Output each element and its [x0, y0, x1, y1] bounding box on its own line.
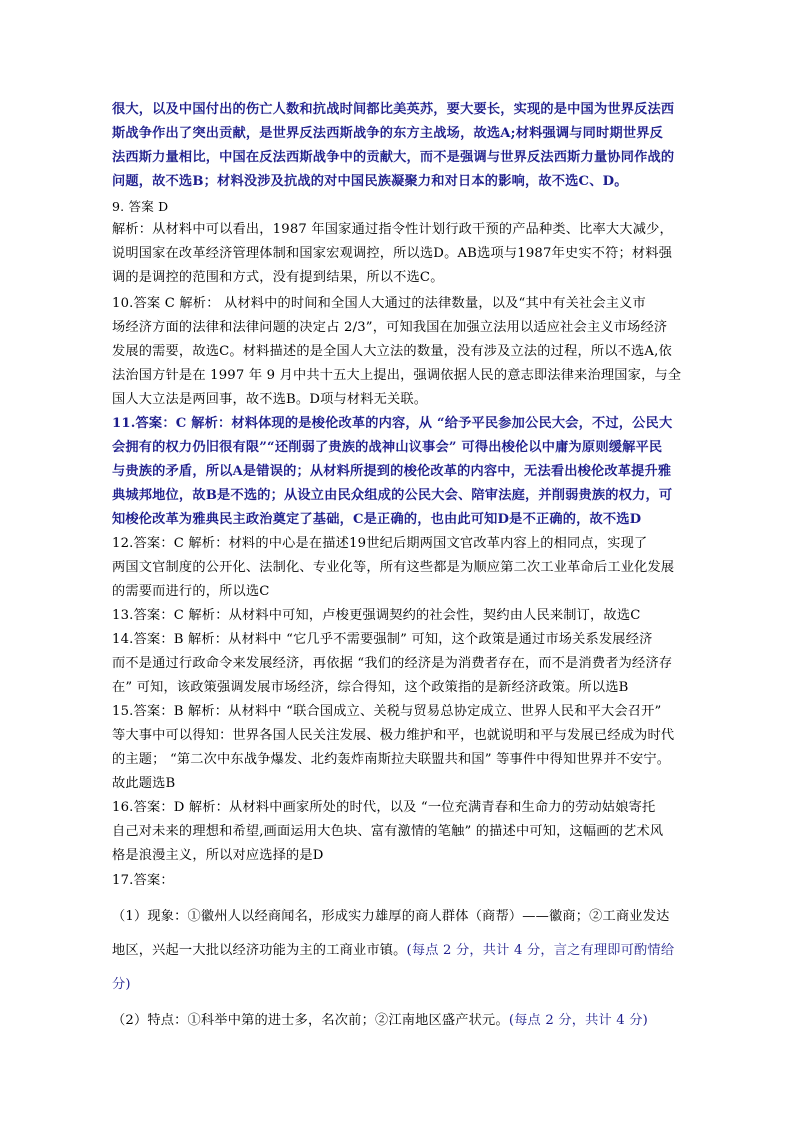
text-line: 解析：从材料中可以看出，1987 年国家通过指令性计划行政干预的产品种类、比率大大减少，: [112, 222, 673, 237]
text-line: 斯战争作出了突出贡献，是世界反法西斯战争的东方主战场，故选A;材料强调与同时期世界反: [112, 126, 663, 141]
text-line: （1）现象：①徽州人以经商闻名，形成实力雄厚的商人群体（商帮）——徽商；②工商业发达: [112, 909, 670, 924]
text-line: 与贵族的矛盾，所以A是错误的；从材料所提到的梭伦改革的内容中，无法看出梭伦改革提升雅: [112, 464, 672, 479]
text-line: 12.答案：C 解析：材料的中心是在描述19世纪后期两国文官改革内容上的相同点，实现了: [112, 536, 648, 551]
text-line: 格是浪漫主义，所以对应选择的是D: [112, 848, 324, 863]
text-line: [112, 1004, 702, 1038]
q13-section: [112, 604, 702, 628]
text-line: 的主题； “第二次中东战争爆发、北约轰炸南斯拉夫联盟共和国” 等事件中得知世界并不安宁。: [112, 752, 671, 767]
text-line: [112, 934, 702, 968]
q17-part1: [112, 900, 702, 1002]
q8-explanation-continued: [112, 98, 702, 194]
text-line: 而不是通过行政命令来发展经济，再依据 “我们的经济是为消费者存在，而不是消费者为经济存: [112, 656, 673, 671]
text-line: 等大事中可以得知：世界各国人民关注发展、极力维护和平，也就说明和平与发展已经成为时代: [112, 728, 675, 743]
text-line: 14.答案：B 解析：从材料中 “它几乎不需要强制” 可知，这个政策是通过市场关系发展经济: [112, 632, 653, 647]
text-span: 地区，兴起一大批以经济功能为主的工商业市镇。: [112, 943, 407, 958]
text-line: 场经济方面的法律和法律问题的决定占 2/3”，可知我国在加强立法用以适应社会主义市场经济: [112, 320, 668, 335]
text-line: 会拥有的权力仍旧很有限”“还削弱了贵族的战神山议事会” 可得出梭伦以中庸为原则缓解平民: [112, 440, 663, 455]
text-line: 问题，故不选B；材料没涉及抗战的对中国民族凝聚力和对日本的影响，故不选C、D。: [112, 174, 628, 189]
q15-section: [112, 700, 702, 796]
text-line: 发展的需要，故选C。材料描述的是全国人大立法的数量，没有涉及立法的过程，所以不选A,依: [112, 344, 672, 359]
text-line: 11.答案：C 解析：材料体现的是梭伦改革的内容，从 “给予平民参加公民大会，不过，公民大: [112, 416, 673, 431]
text-line: 在” 可知，该政策强调发展市场经济，综合得知，这个政策指的是新经济政策。所以选B: [112, 680, 629, 695]
text-line: 法治国方针是在 1997 年 9 月中共十五大上提出，强调依据人民的意志即法律来治理国家，与全: [112, 368, 682, 383]
text-line: 说明国家在改革经济管理体制和国家宏观调控，所以选D。AB选项与1987年史实不符；材料强: [112, 246, 673, 261]
text-line: 16.答案：D 解析：从材料中画家所处的时代，以及 “一位充满青春和生命力的劳动姑娘寄托: [112, 800, 656, 815]
text-span: （2）特点：①科举中第的进士多，名次前；②江南地区盛产状元。: [112, 1013, 509, 1028]
text-line: 自己对未来的理想和希望,画面运用大色块、富有激情的笔触” 的描述中可知，这幅画的艺术风: [112, 824, 664, 839]
q17-answer: 17.答案：: [112, 873, 174, 888]
q14-section: [112, 628, 702, 700]
text-line: 10.答案 C 解析： 从材料中的时间和全国人大通过的法律数量，以及“其中有关社会主义市: [112, 296, 646, 311]
q16-section: [112, 796, 702, 868]
q9-section: [112, 196, 702, 290]
text-line: 调的是调控的范围和方式，没有提到结果，所以不选C。: [112, 270, 444, 285]
text-line: 知梭伦改革为雅典民主政治奠定了基础，C是正确的，也由此可知D是不正确的，故不选D: [112, 512, 642, 527]
text-line: 国人大立法是两回事，故不选B。D项与材料无关联。: [112, 392, 428, 407]
q17-part2: [112, 1004, 702, 1038]
text-line: 很大，以及中国付出的伤亡人数和抗战时间都比美英苏，要大要长，实现的是中国为世界反法西: [112, 102, 675, 117]
text-line: 法西斯力量相比，中国在反法西斯战争中的贡献大，而不是强调与世界反法西斯力量协同作战的: [112, 150, 675, 165]
text-line: 典城邦地位，故B是不选的；从设立由民众组成的公民大会、陪审法庭，并削弱贵族的权力，可: [112, 488, 673, 503]
q17-section: [112, 868, 702, 1038]
q12-section: [112, 532, 702, 604]
text-line: 故此题选B: [112, 776, 176, 791]
score-note: 分): [112, 977, 131, 992]
q10-section: [112, 292, 702, 412]
text-line: 13.答案：C 解析：从材料中可知，卢梭更强调契约的社会性，契约由人民来制订，故选C: [112, 608, 641, 623]
text-line: 两国文官制度的公开化、法制化、专业化等，所有这些都是为顺应第二次工业革命后工业化发展: [112, 560, 675, 575]
text-line: 的需要而进行的，所以选C: [112, 584, 270, 599]
q11-section: [112, 412, 702, 532]
score-note: (每点 2 分，共计 4 分，言之有理即可酌情给: [406, 943, 675, 958]
text-line: 15.答案：B 解析：从材料中 “联合国成立、关税与贸易总协定成立、世界人民和平大会召开”: [112, 704, 662, 719]
score-note: (每点 2 分，共计 4 分): [508, 1013, 648, 1028]
q9-answer: 9. 答案 D: [112, 199, 169, 214]
